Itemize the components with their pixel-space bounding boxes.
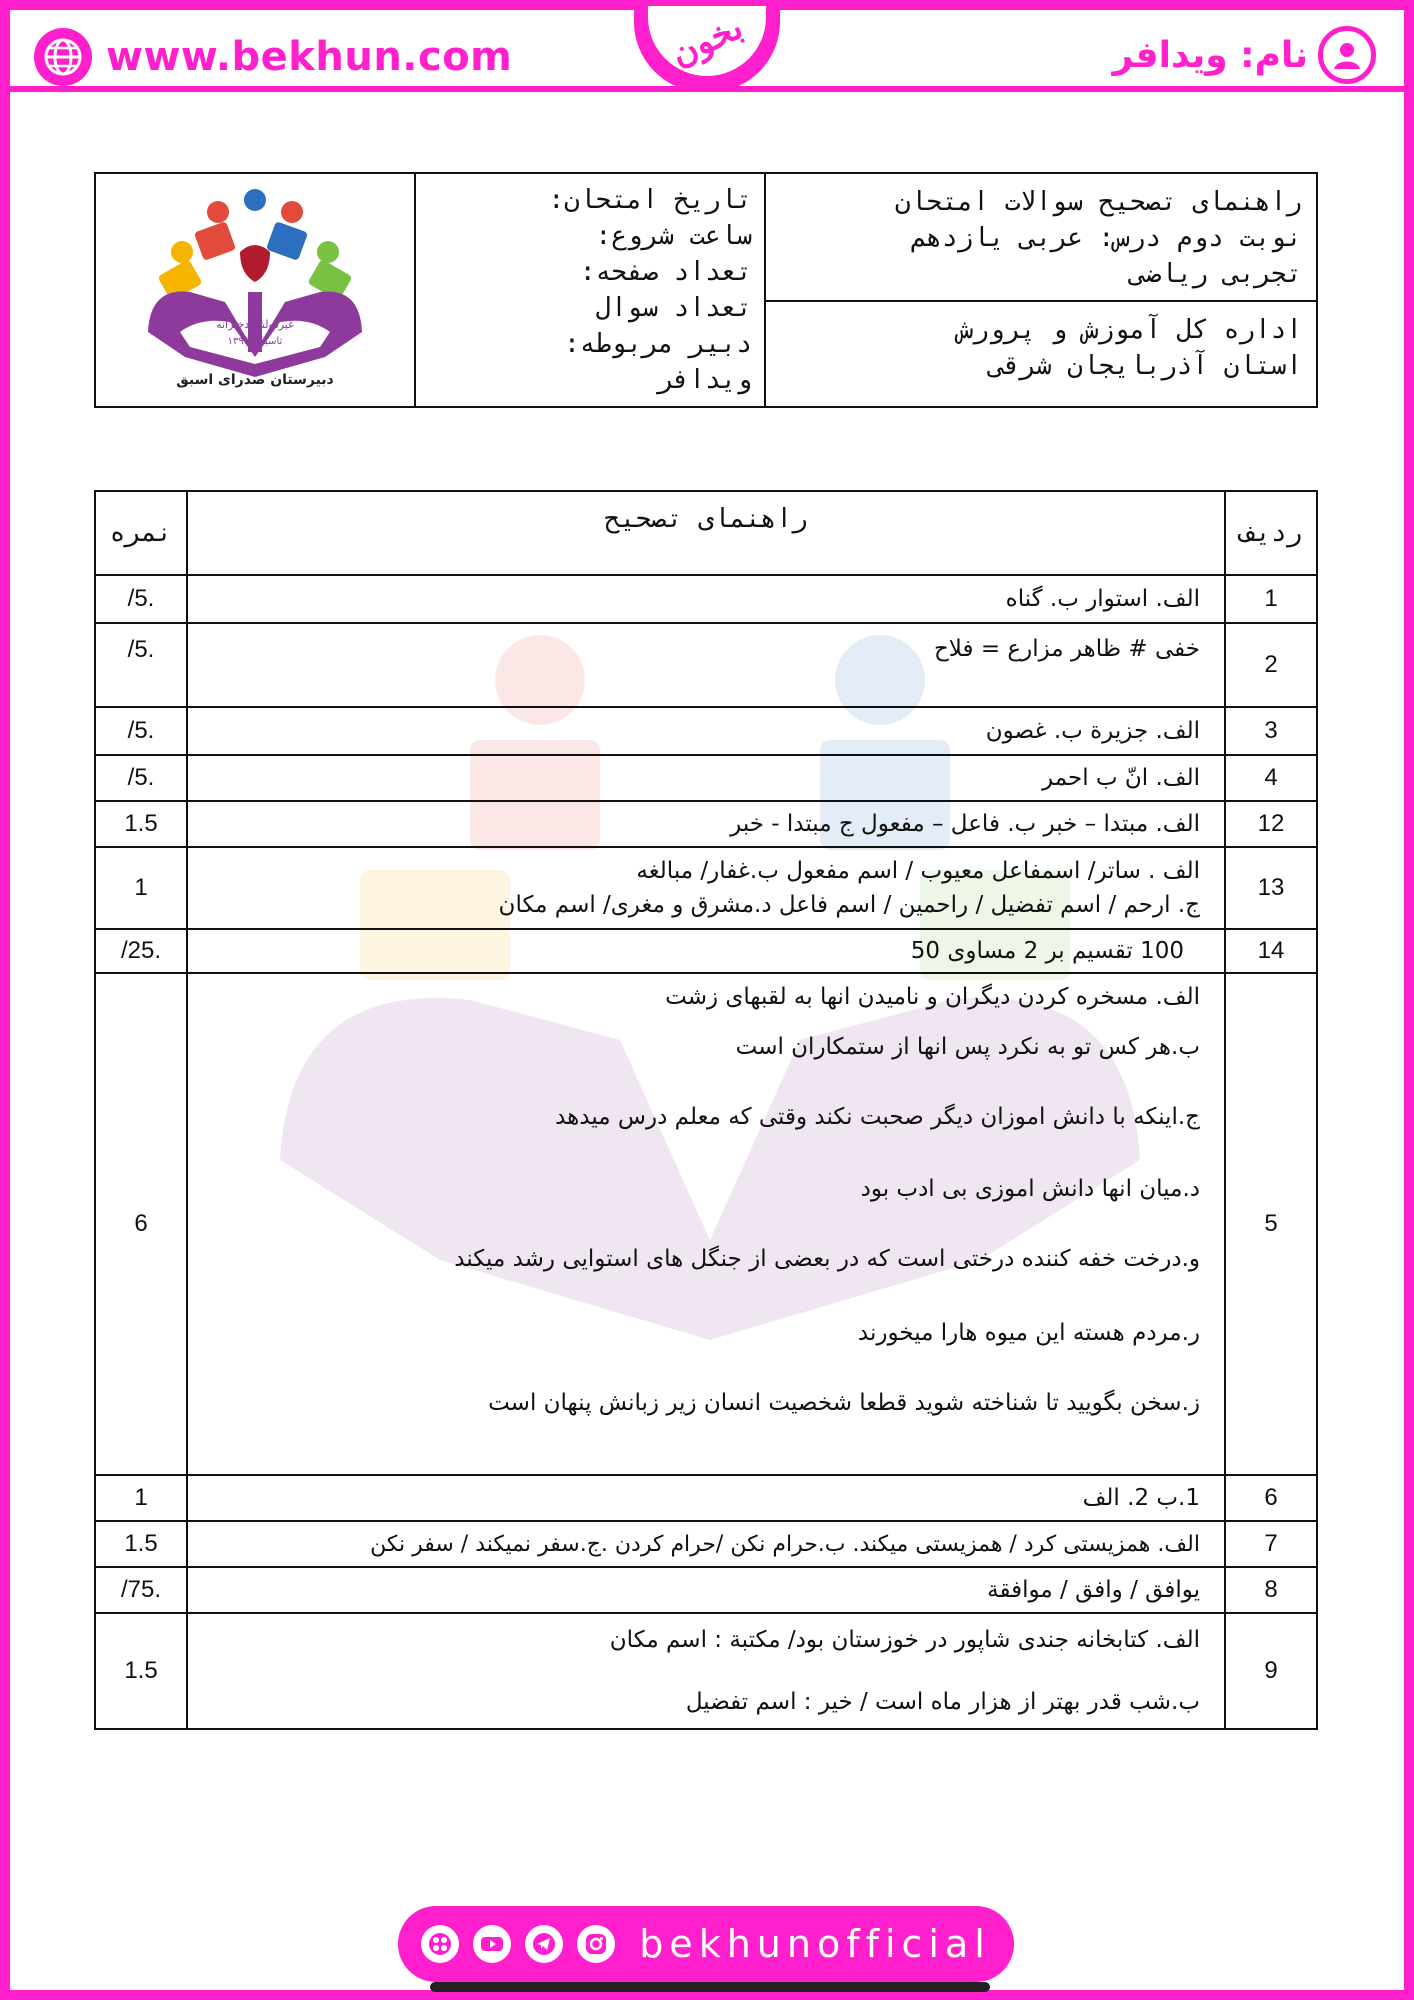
school-logo-top: غیردولتی دخترانه [216,317,294,331]
youtube-icon[interactable] [473,1925,511,1963]
website-link[interactable] [34,28,512,86]
answer-cell: 100 تقسیم بر 2 مساوی 50 [187,929,1225,973]
title-cell [765,173,1317,301]
row-number: 12 [1225,801,1317,847]
title-line-3: تجربی ریاضی [1129,259,1302,289]
score-cell: 1 [95,847,187,929]
score-cell: 1.5 [95,1521,187,1567]
col-row-header: ردیف [1225,491,1317,575]
title-line-2: نوبت دوم درس: عربی یازدهم [910,223,1302,253]
school-logo-cell [95,173,415,407]
instagram-icon[interactable] [577,1925,615,1963]
exam-info-cell [415,173,765,407]
info-start: ساعت شروع: [595,221,752,251]
table-row [95,801,1317,847]
answer-cell: الف. همزیستی کرد / همزیستی میکند. ب.حرام نکن /حرام کردن .ج.سفر نمیکند / سفر نکن [187,1521,1225,1567]
info-date: تاریخ امتحان: [548,185,752,215]
website-text: www.bekhun.com [106,34,513,80]
table-row [95,707,1317,755]
row-number: 2 [1225,623,1317,707]
answer-cell: الف. کتابخانه جندی شاپور در خوزستان بود/ مکتبة : اسم مکان ب.شب قدر بهتر از هزار ماه است / خیر : اسم تفضیل [187,1613,1225,1729]
answer-cell: الف. مسخره کردن دیگران و نامیدن انها به لقبهای زشت ب.هر کس تو به نکرد پس انها از ستمکاران است ج.اینکه با دانش اموزان دیگر صحبت نکند وقتی که معلم درس میدهد د.میان انها دانش اموزی بی ادب بود و.درخت خفه کننده درختی است که در بعضی از جنگل های استوایی رشد میکند ر.مردم هسته این میوه هارا میخورند ز.سخن بگویید تا شناخته شوید قطعا شخصیت انسان زیر زبانش پنهان است [187,973,1225,1475]
info-pages: تعداد صفحه: [579,257,752,287]
footer-shadow [430,1982,990,1992]
table-row [95,1567,1317,1613]
answer-cell: الف. مبتدا – خبر ب. فاعل – مفعول ج مبتدا - خبر [187,801,1225,847]
telegram-icon[interactable] [525,1925,563,1963]
user-icon [1318,26,1376,84]
brand-logo-text: بخون [665,7,749,75]
title-line-1: راهنمای تصحیح سوالات امتحان [895,187,1302,217]
score-cell: /5. [95,707,187,755]
col-guide-header: راهنمای تصحیح [187,491,1225,575]
table-row [95,575,1317,623]
table-row [95,623,1317,707]
score-cell: 1 [95,1475,187,1521]
top-bar [0,0,1414,92]
table-row [95,929,1317,973]
office-line-2: استان آذربایجان شرقی [988,351,1302,381]
footer-handle: bekhunofficial [639,1922,991,1966]
row-number: 7 [1225,1521,1317,1567]
score-cell: /5. [95,755,187,801]
info-questions: تعداد سوال [595,293,752,323]
school-logo-name: دبیرستان صدرای اسبق [176,371,334,388]
table-row [95,755,1317,801]
row-number: 14 [1225,929,1317,973]
answer-key-table [94,490,1318,1730]
score-cell: /25. [95,929,187,973]
row-number: 1 [1225,575,1317,623]
office-cell [765,301,1317,407]
table-row [95,1613,1317,1729]
table-row [95,1475,1317,1521]
header-table [94,172,1318,408]
answer-cell: الف. جزیرة ب. غصون [187,707,1225,755]
score-cell: 1.5 [95,801,187,847]
row-number: 6 [1225,1475,1317,1521]
row-number: 3 [1225,707,1317,755]
answer-cell: الف. استوار ب. گناه [187,575,1225,623]
row-number: 8 [1225,1567,1317,1613]
row-number: 13 [1225,847,1317,929]
answer-cell: الف. انّ ب احمر [187,755,1225,801]
school-logo [120,182,390,392]
answer-cell: الف . ساتر/ اسمفاعل معیوب / اسم مفعول ب.غفار/ مبالغه ج. ارحم / اسم تفضیل / راحمین / اسم فاعل د.مشرق و مغری/ اسم مکان [187,847,1225,929]
table-row [95,1521,1317,1567]
table-row [95,973,1317,1475]
name-label: نام: ویدافر [1112,34,1308,76]
answer-cell: یوافق / وافق / موافقة [187,1567,1225,1613]
row-number: 9 [1225,1613,1317,1729]
answer-cell: 1.ب 2. الف [187,1475,1225,1521]
score-cell: /5. [95,623,187,707]
score-cell: 6 [95,973,187,1475]
student-name [1113,26,1376,84]
score-cell: /75. [95,1567,187,1613]
aparat-icon[interactable] [421,1925,459,1963]
score-cell: /5. [95,575,187,623]
score-cell: 1.5 [95,1613,187,1729]
school-logo-year: تاسیس ۱۳۹۴ [227,335,283,347]
col-score-header: نمره [95,491,187,575]
globe-icon [34,28,92,86]
social-footer[interactable] [398,1906,1014,1982]
row-number: 5 [1225,973,1317,1475]
table-row [95,847,1317,929]
row-number: 4 [1225,755,1317,801]
office-line-1: اداره کل آموزش و پرورش [957,315,1302,345]
info-teacher-name: ویدافر [658,365,752,395]
info-teacher: دبیر مربوطه: [564,329,752,359]
answer-cell: خفی # ظاهر مزارع = فلاح [187,623,1225,707]
